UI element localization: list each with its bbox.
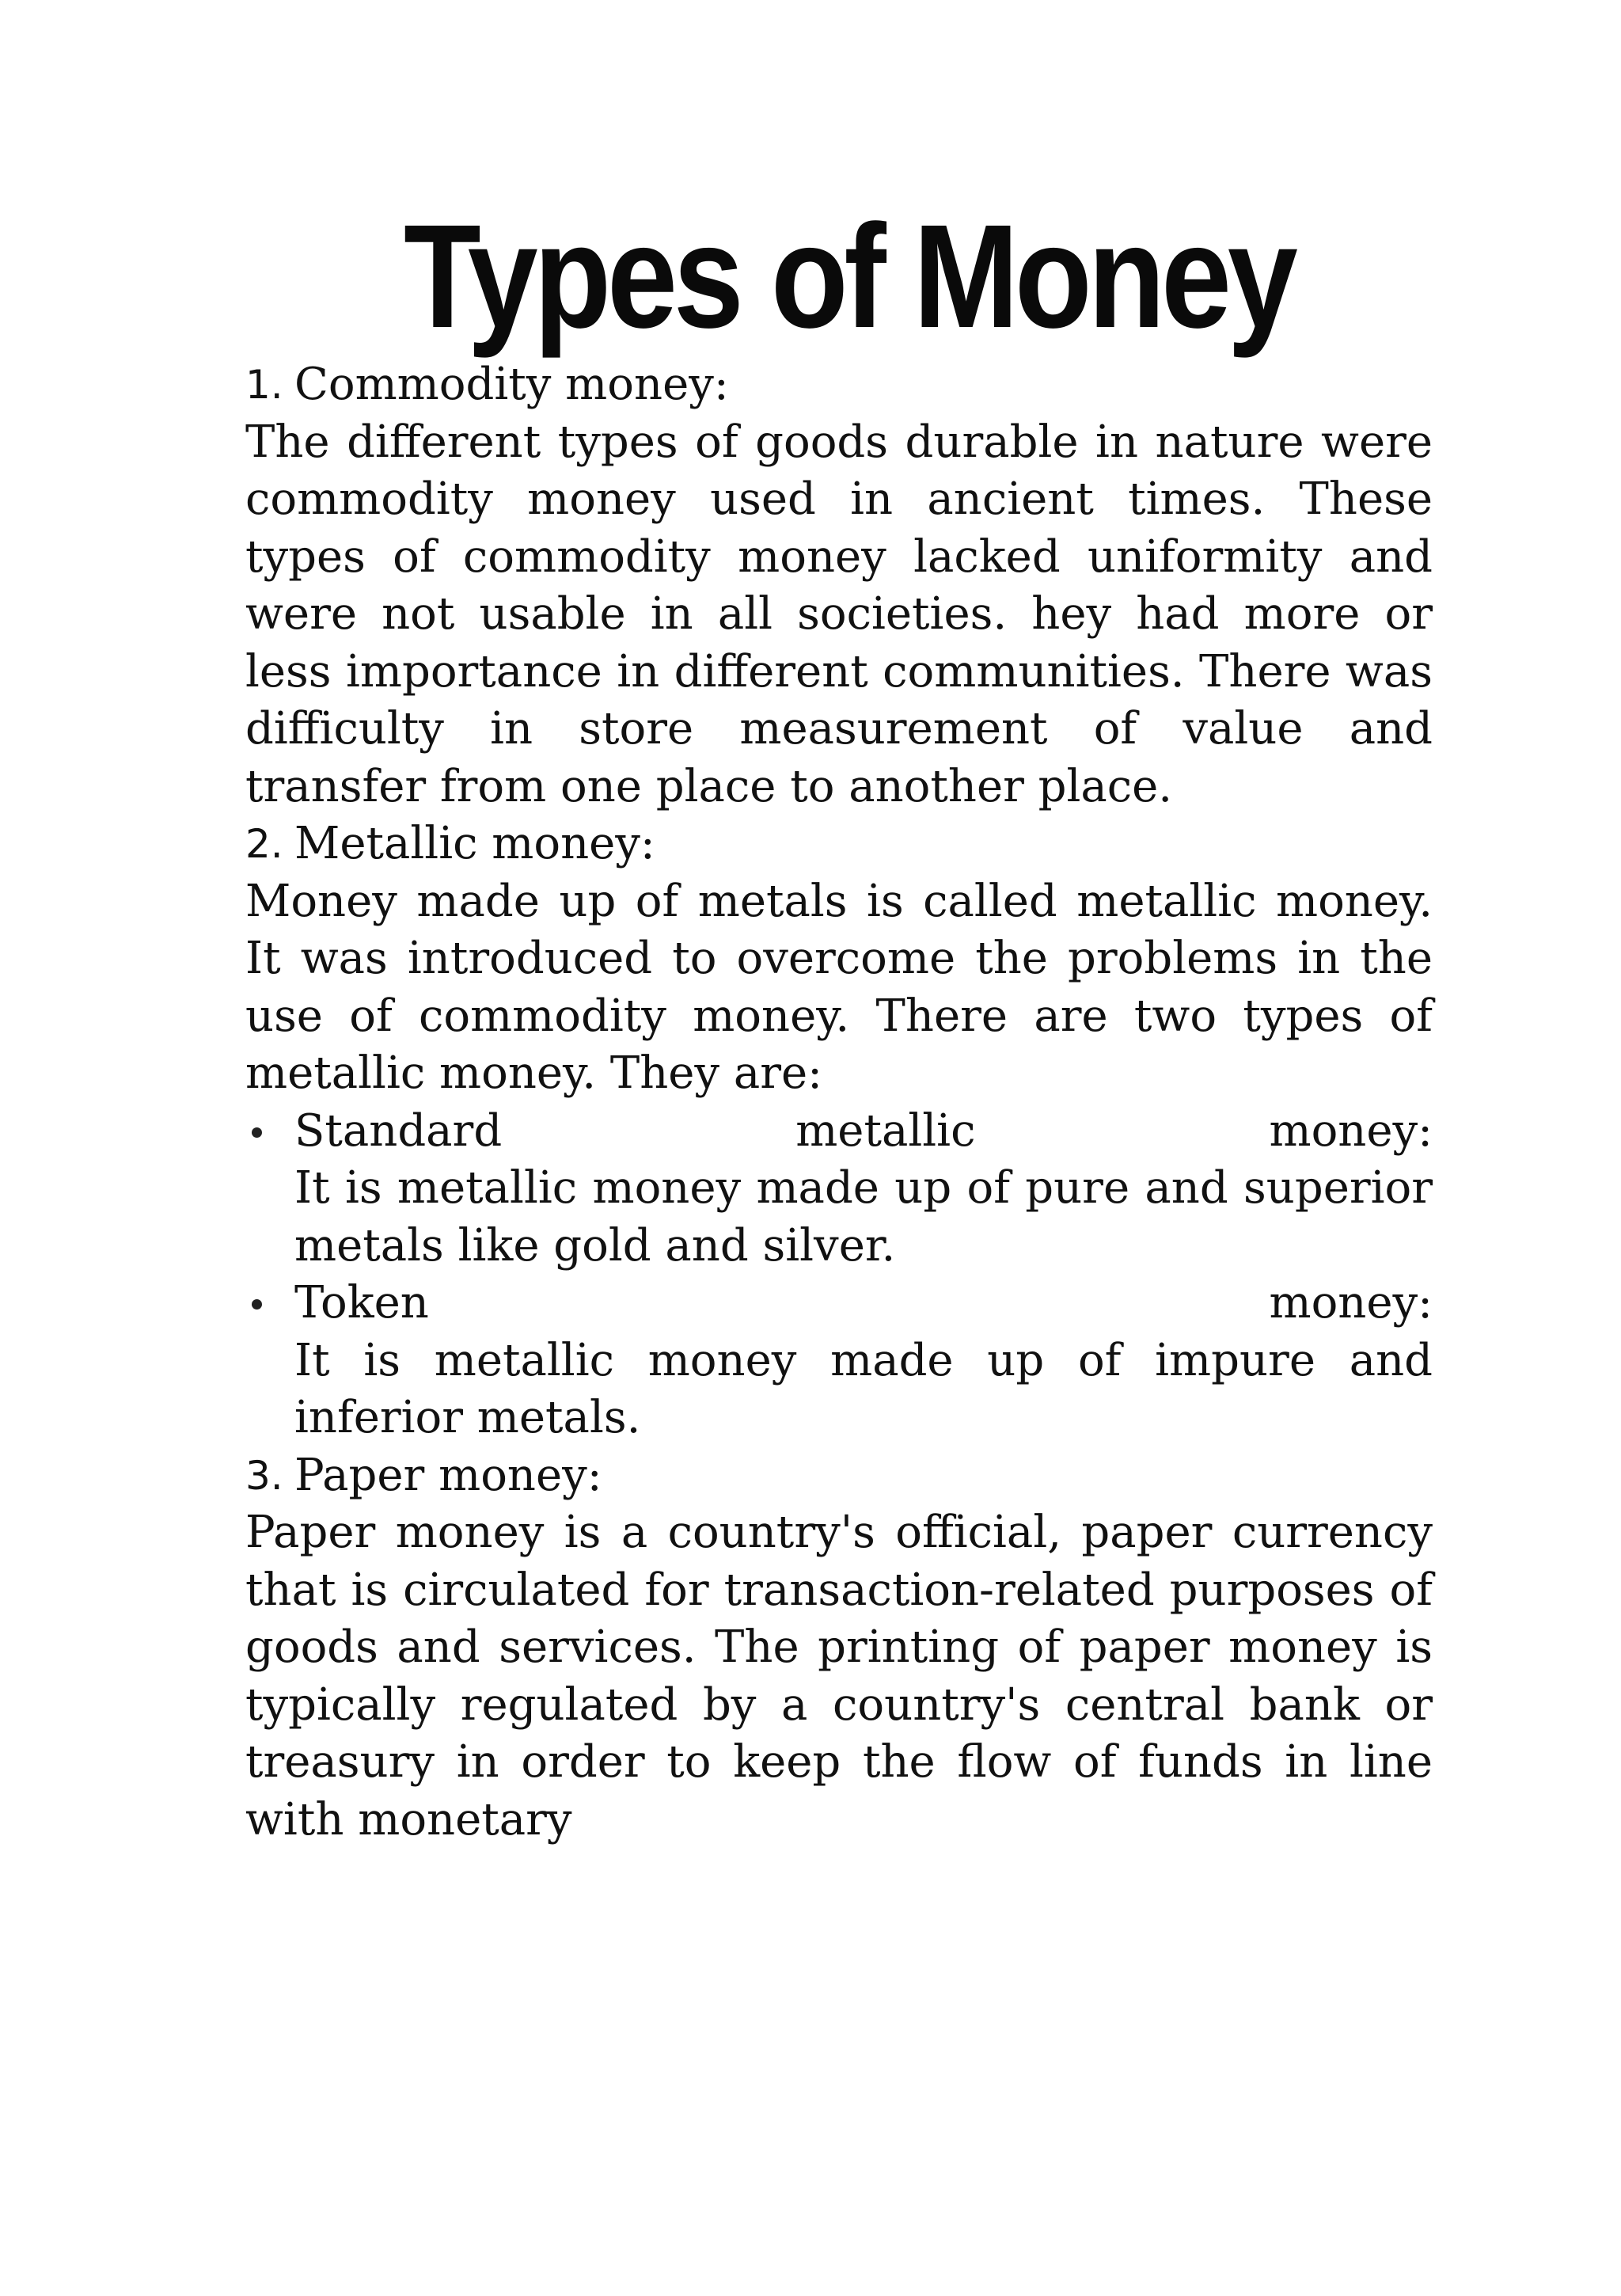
document-body xyxy=(245,356,1433,1849)
bullet-text: It is metallic money made up of pure and superior metals like gold and silver. xyxy=(294,1162,1433,1272)
bullet-icon xyxy=(252,1299,262,1310)
list-item-standard-metallic xyxy=(245,1103,1433,1275)
bullet-heading-word: metallic xyxy=(795,1104,976,1157)
list-item-token xyxy=(245,1275,1433,1447)
section-paragraph-paper: Paper money is a country's official, paper currency that is circulated for transaction-related purposes of goods and services. The printing of paper money is typically regulated by a country's central bank or treasury in order to keep the flow of funds in line with monetary xyxy=(245,1507,1433,1846)
section-heading-text: Paper money: xyxy=(294,1449,602,1501)
bullet-icon xyxy=(252,1127,262,1138)
section-number: 1. xyxy=(245,362,283,408)
section-heading-commodity xyxy=(245,356,1433,414)
section-heading-text: Commodity money: xyxy=(294,359,729,410)
bullet-heading-word: Token xyxy=(294,1277,429,1329)
bullet-heading-word: money: xyxy=(1269,1104,1433,1157)
page-title: Types of Money xyxy=(404,195,1294,359)
bullet-text: It is metallic money made up of impure and inferior metals. xyxy=(294,1334,1433,1443)
bullet-heading-word: Standard xyxy=(294,1104,503,1157)
metallic-money-list xyxy=(245,1103,1433,1447)
section-heading-text: Metallic money: xyxy=(294,818,655,869)
bullet-heading xyxy=(294,1103,1433,1161)
section-heading-metallic xyxy=(245,815,1433,873)
bullet-heading-word: money: xyxy=(1269,1277,1433,1329)
bullet-heading xyxy=(294,1275,1433,1332)
document-page xyxy=(245,195,1433,1849)
section-paragraph-commodity: The different types of goods durable in nature were commodity money used in ancient times. These types of commodity money lacked uniformity and were not usable in all societies. hey had more or less importance in different communities. There was difficulty in store measurement of value and transfer from one place to another place. xyxy=(245,416,1433,812)
section-heading-paper xyxy=(245,1447,1433,1505)
section-paragraph-metallic: Money made up of metals is called metallic money. It was introduced to overcome the problems in the use of commodity money. There are two types of metallic money. They are: xyxy=(245,875,1433,1099)
section-number: 2. xyxy=(245,821,283,867)
section-number: 3. xyxy=(245,1452,283,1499)
